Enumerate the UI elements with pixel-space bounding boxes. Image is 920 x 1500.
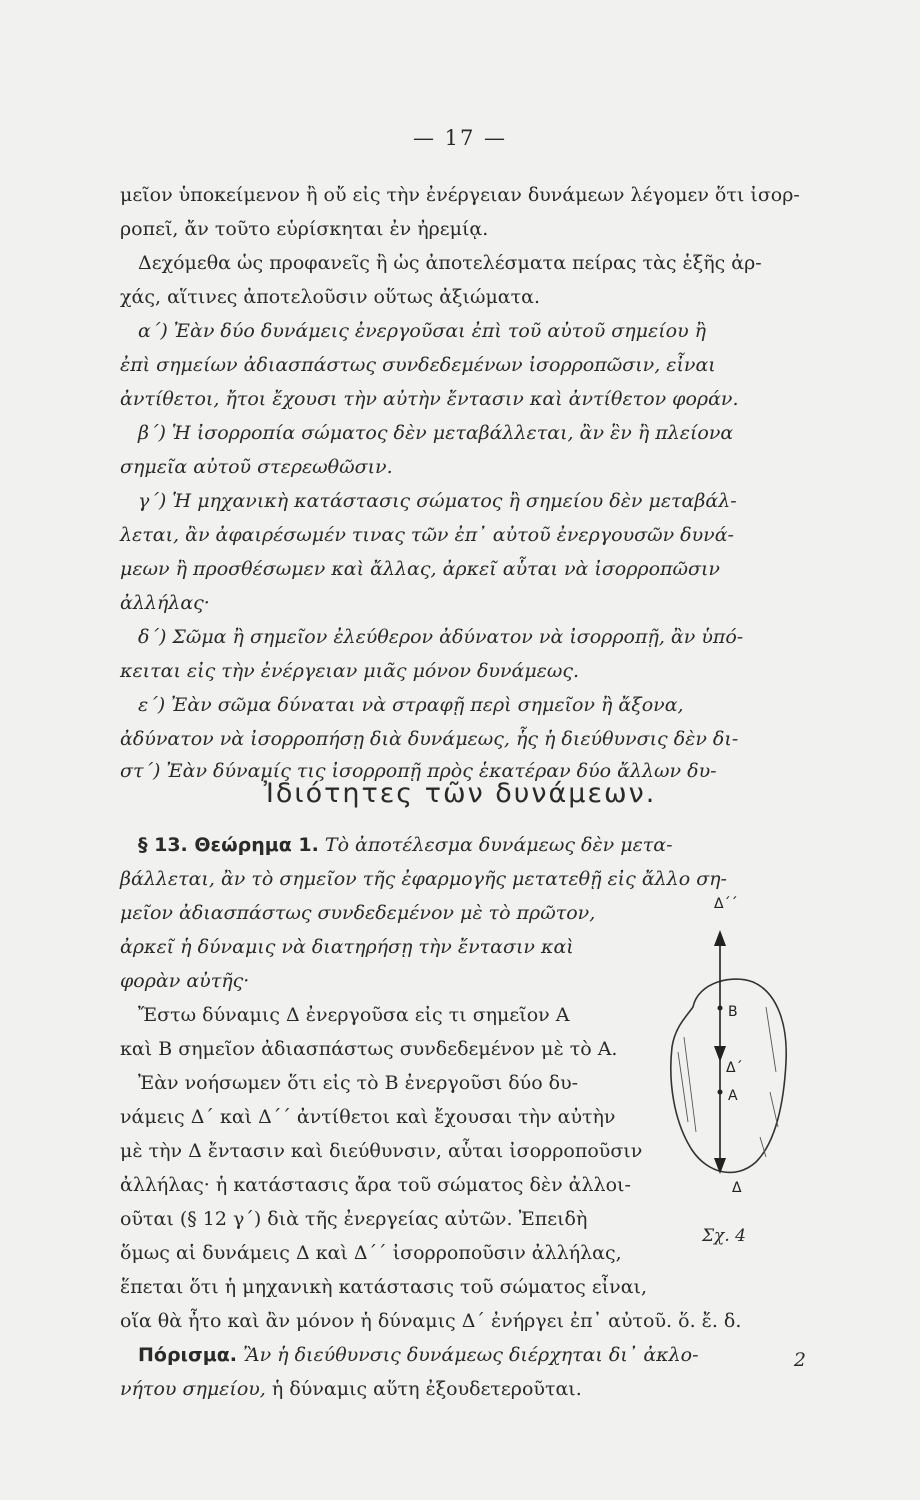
corollary-line bbox=[120, 1338, 818, 1372]
arrow-up-icon bbox=[714, 930, 726, 946]
axiom-d-line: κειται εἰς τὴν ἐνέργειαν μιᾶς μόνον δυνάμεως. bbox=[120, 660, 580, 682]
section-heading: Ἰδιότητες τῶν δυνάμεων. bbox=[263, 778, 657, 809]
label-a: Α bbox=[728, 1088, 738, 1104]
axiom-e-line: ἀδύνατον νὰ ἰσορροπήσῃ διὰ δυνάμεως, ἧς ἡ διεύθυνσις δὲν δι- bbox=[120, 728, 739, 750]
proof-line: οῦται (§ 12 γ΄) διὰ τῆς ἐνεργείας αὐτῶν. Ἐπειδὴ bbox=[120, 1208, 588, 1230]
theorem-line: βάλλεται, ἂν τὸ σημεῖον τῆς ἐφαρμογῆς μετατεθῇ εἰς ἄλλο ση- bbox=[120, 868, 727, 890]
label-d: Δ bbox=[732, 1180, 742, 1196]
theorem-line: φορὰν αὐτῆς· bbox=[120, 970, 250, 992]
axiom-b-line: σημεῖα αὐτοῦ στερεωθῶσιν. bbox=[120, 456, 393, 478]
figure-diagram bbox=[648, 896, 798, 1212]
axiom-c-line: λεται, ἂν ἀφαιρέσωμέν τινας τῶν ἐπ᾿ αὐτοῦ ἐνεργουσῶν δυνά- bbox=[120, 524, 734, 546]
signature-mark: 2 bbox=[793, 1349, 806, 1371]
corollary-line bbox=[120, 1372, 680, 1406]
theorem-label: § 13. Θεώρημα 1. bbox=[138, 834, 319, 856]
axiom-e-line: ε΄) Ἐὰν σῶμα δύναται νὰ στραφῇ περὶ σημεῖον ἢ ἄξονα, bbox=[138, 694, 684, 716]
text-line: ροπεῖ, ἄν τοῦτο εὑρίσκηται ἐν ἠρεμίᾳ. bbox=[120, 218, 489, 240]
axiom-d-line: δ΄) Σῶμα ἢ σημεῖον ἐλεύθερον ἀδύνατον νὰ ἰσορροπῇ, ἂν ὑπό- bbox=[138, 626, 744, 648]
label-d-double-prime: Δ΄΄ bbox=[714, 896, 738, 912]
proof-line: οἵα θὰ ἦτο καὶ ἂν μόνον ἡ δύναμις Δ΄ ἐνήργει ἐπ᾿ αὐτοῦ. ὅ. ἔ. δ. bbox=[120, 1310, 742, 1332]
axiom-a-line: ἐπὶ σημείων ἀδιασπάστως συνδεδεμένων ἰσορροπῶσιν, εἶναι bbox=[120, 354, 716, 376]
corollary-italic: νήτου σημείου, bbox=[120, 1378, 266, 1400]
proof-line: νάμεις Δ΄ καὶ Δ΄΄ ἀντίθετοι καὶ ἔχουσαι τὴν αὐτὴν bbox=[120, 1106, 616, 1128]
page-number: — 17 — bbox=[412, 126, 508, 150]
corollary-rest: ἡ δύναμις αὕτη ἐξουδετεροῦται. bbox=[271, 1378, 582, 1400]
corollary-label: Πόρισμα. bbox=[138, 1344, 238, 1366]
corollary-text: Ἂν ἡ διεύθυνσις δυνάμεως διέρχηται δι᾿ ἀκλο- bbox=[243, 1344, 699, 1366]
text-line: χάς, αἵτινες ἀποτελοῦσιν οὕτως ἀξιώματα. bbox=[120, 286, 541, 308]
axiom-c-line: γ΄) Ἡ μηχανικὴ κατάστασις σώματος ἢ σημείου δὲν μεταβάλ- bbox=[138, 490, 737, 512]
axiom-b-line: β΄) Ἡ ἰσορροπία σώματος δὲν μεταβάλλεται, ἂν ἓν ἢ πλείονα bbox=[138, 422, 734, 444]
axiom-f-line: στ΄) Ἐὰν δύναμίς τις ἰσορροπῇ πρὸς ἑκατέραν δύο ἄλλων δυ- bbox=[120, 760, 717, 782]
proof-line: Ἐὰν νοήσωμεν ὅτι εἰς τὸ Β ἐνεργοῦσι δύο δυ- bbox=[138, 1072, 579, 1094]
axiom-a-line: α΄) Ἐὰν δύο δυνάμεις ἐνεργοῦσαι ἐπὶ τοῦ αὐτοῦ σημείου ἢ bbox=[138, 320, 707, 342]
theorem-statement: Τὸ ἀποτέλεσμα δυνάμεως δὲν μετα- bbox=[324, 834, 673, 856]
theorem-line: μεῖον ἀδιασπάστως συνδεδεμένον μὲ τὸ πρῶτον, bbox=[120, 902, 596, 924]
text-line: μεῖον ὑποκείμενον ἢ οὔ εἰς τὴν ἐνέργειαν δυνάμεων λέγομεν ὅτι ἰσορ- bbox=[120, 184, 800, 206]
proof-line: μὲ τὴν Δ ἔντασιν καὶ διεύθυνσιν, αὗται ἰσορροποῦσιν bbox=[120, 1140, 643, 1162]
theorem-line: ἀρκεῖ ἡ δύναμις νὰ διατηρήσῃ τὴν ἔντασιν καὶ bbox=[120, 936, 574, 958]
point-a bbox=[718, 1090, 723, 1095]
proof-line: Ἔστω δύναμις Δ ἐνεργοῦσα εἰς τι σημεῖον Α bbox=[138, 1004, 570, 1026]
label-d-prime: Δ΄ bbox=[726, 1060, 743, 1076]
figure-caption: Σχ. 4 bbox=[702, 1226, 746, 1246]
proof-line: ὅμως αἱ δυνάμεις Δ καὶ Δ΄΄ ἰσορροποῦσιν ἀλλήλας, bbox=[120, 1242, 622, 1264]
point-b bbox=[718, 1006, 723, 1011]
axiom-c-line: μεων ἢ προσθέσωμεν καὶ ἄλλας, ἀρκεῖ αὗται νὰ ἰσορροπῶσιν bbox=[120, 558, 720, 580]
axiom-c-line: ἀλλήλας· bbox=[120, 592, 210, 614]
theorem-title-line bbox=[120, 828, 818, 862]
axiom-a-line: ἀντίθετοι, ἤτοι ἔχουσι τὴν αὐτὴν ἔντασιν καὶ ἀντίθετον φοράν. bbox=[120, 388, 739, 410]
proof-line: καὶ Β σημεῖον ἀδιασπάστως συνδεδεμένον μὲ τὸ Α. bbox=[120, 1038, 618, 1060]
text-line: Δεχόμεθα ὡς προφανεῖς ἢ ὡς ἀποτελέσματα πείρας τὰς ἑξῆς ἀρ- bbox=[138, 252, 762, 274]
proof-line: ἕπεται ὅτι ἡ μηχανικὴ κατάστασις τοῦ σώματος εἶναι, bbox=[120, 1276, 648, 1298]
body-hatching bbox=[678, 1007, 778, 1157]
proof-line: ἀλλήλας· ἡ κατάστασις ἄρα τοῦ σώματος δὲν ἀλλοι- bbox=[120, 1174, 631, 1196]
label-b: Β bbox=[728, 1004, 738, 1020]
arrow-down-mid-icon bbox=[714, 1046, 726, 1062]
